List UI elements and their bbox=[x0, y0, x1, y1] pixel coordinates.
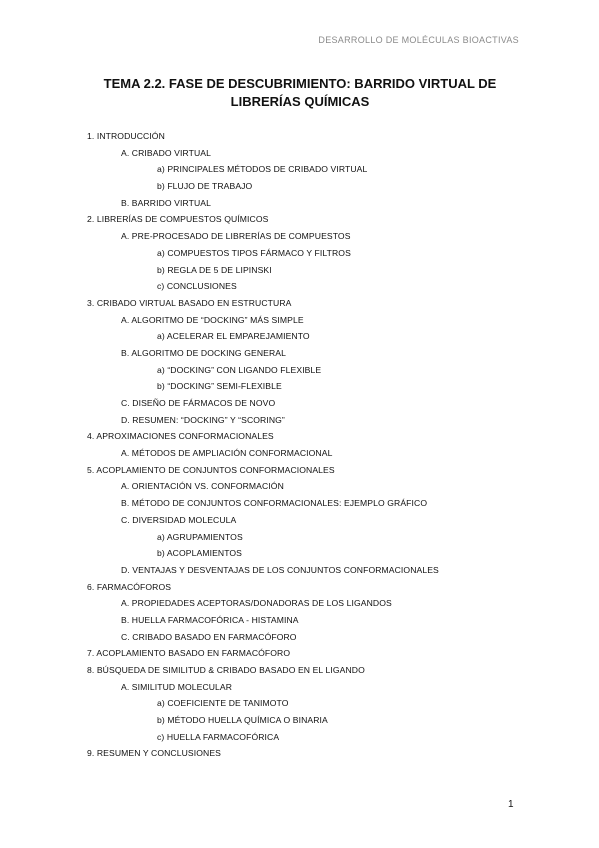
table-of-contents bbox=[0, 128, 599, 762]
toc-subsubsection: a) PRINCIPALES MÉTODOS DE CRIBADO VIRTUAL bbox=[157, 164, 368, 175]
toc-section: 9. RESUMEN Y CONCLUSIONES bbox=[87, 748, 221, 759]
toc-subsubsection: c) CONCLUSIONES bbox=[157, 281, 237, 292]
toc-section: 4. APROXIMACIONES CONFORMACIONALES bbox=[87, 431, 274, 442]
toc-subsection: A. CRIBADO VIRTUAL bbox=[121, 147, 211, 158]
toc-subsection: A. SIMILITUD MOLECULAR bbox=[121, 681, 233, 692]
toc-section: 7. ACOPLAMIENTO BASADO EN FARMACÓFORO bbox=[87, 648, 291, 659]
toc-subsection: B. HUELLA FARMACOFÓRICA - HISTAMINA bbox=[121, 614, 299, 625]
toc-subsection: D. RESUMEN: “DOCKING” Y “SCORING” bbox=[121, 414, 285, 425]
toc-subsection: A. ORIENTACIÓN VS. CONFORMACIÓN bbox=[121, 481, 284, 492]
toc-subsection: D. VENTAJAS Y DESVENTAJAS DE LOS CONJUNTOS CONFORMACIONALES bbox=[121, 564, 439, 575]
toc-subsection: B. MÉTODO DE CONJUNTOS CONFORMACIONALES: EJEMPLO GRÁFICO bbox=[121, 498, 428, 509]
page-number: 1 bbox=[508, 799, 514, 810]
toc-subsubsection: b) FLUJO DE TRABAJO bbox=[157, 181, 253, 192]
toc-subsubsection: c) HUELLA FARMACOFÓRICA bbox=[157, 731, 280, 742]
toc-section: 2. LIBRERÍAS DE COMPUESTOS QUÍMICOS bbox=[87, 214, 269, 225]
toc-section: 6. FARMACÓFOROS bbox=[87, 581, 172, 592]
toc-subsection: A. PROPIEDADES ACEPTORAS/DONADORAS DE LOS LIGANDOS bbox=[121, 598, 392, 609]
toc-subsection: A. MÉTODOS DE AMPLIACIÓN CONFORMACIONAL bbox=[121, 448, 333, 459]
toc-subsubsection: a) ACELERAR EL EMPAREJAMIENTO bbox=[157, 331, 310, 342]
toc-subsubsection: a) AGRUPAMIENTOS bbox=[157, 531, 243, 542]
toc-subsubsection: a) COEFICIENTE DE TANIMOTO bbox=[157, 698, 289, 709]
toc-section: 8. BÚSQUEDA DE SIMILITUD & CRIBADO BASADO EN EL LIGANDO bbox=[87, 665, 365, 675]
toc-subsection: C. DISEÑO DE FÁRMACOS DE NOVO bbox=[121, 398, 276, 408]
toc-subsubsection: a) “DOCKING” CON LIGANDO FLEXIBLE bbox=[157, 364, 322, 375]
toc-subsection: B. BARRIDO VIRTUAL bbox=[121, 197, 211, 208]
toc-section: 3. CRIBADO VIRTUAL BASADO EN ESTRUCTURA bbox=[87, 297, 292, 308]
toc-subsubsection: b) “DOCKING” SEMI-FLEXIBLE bbox=[157, 381, 282, 392]
toc-subsection: C. CRIBADO BASADO EN FARMACÓFORO bbox=[121, 631, 297, 642]
toc-subsubsection: a) COMPUESTOS TIPOS FÁRMACO Y FILTROS bbox=[157, 247, 351, 258]
toc-section: 1. INTRODUCCIÓN bbox=[87, 131, 165, 141]
toc-subsection: A. PRE-PROCESADO DE LIBRERÍAS DE COMPUESTOS bbox=[121, 231, 351, 242]
toc-subsection: C. DIVERSIDAD MOLECULA bbox=[121, 514, 237, 525]
toc-section: 5. ACOPLAMIENTO DE CONJUNTOS CONFORMACIONALES bbox=[87, 464, 335, 475]
toc-subsubsection: b) MÉTODO HUELLA QUÍMICA O BINARIA bbox=[157, 715, 328, 726]
toc-subsubsection: b) ACOPLAMIENTOS bbox=[157, 548, 243, 559]
document-title: TEMA 2.2. FASE DE DESCUBRIMIENTO: BARRIDO VIRTUAL DE LIBRERÍAS QUÍMICAS bbox=[103, 76, 497, 109]
toc-subsection: B. ALGORITMO DE DOCKING GENERAL bbox=[121, 347, 286, 358]
toc-subsection: A. ALGORITMO DE “DOCKING” MÁS SIMPLE bbox=[121, 314, 304, 325]
running-header: DESARROLLO DE MOLÉCULAS BIOACTIVAS bbox=[318, 35, 519, 45]
toc-subsubsection: b) REGLA DE 5 DE LIPINSKI bbox=[157, 264, 272, 275]
